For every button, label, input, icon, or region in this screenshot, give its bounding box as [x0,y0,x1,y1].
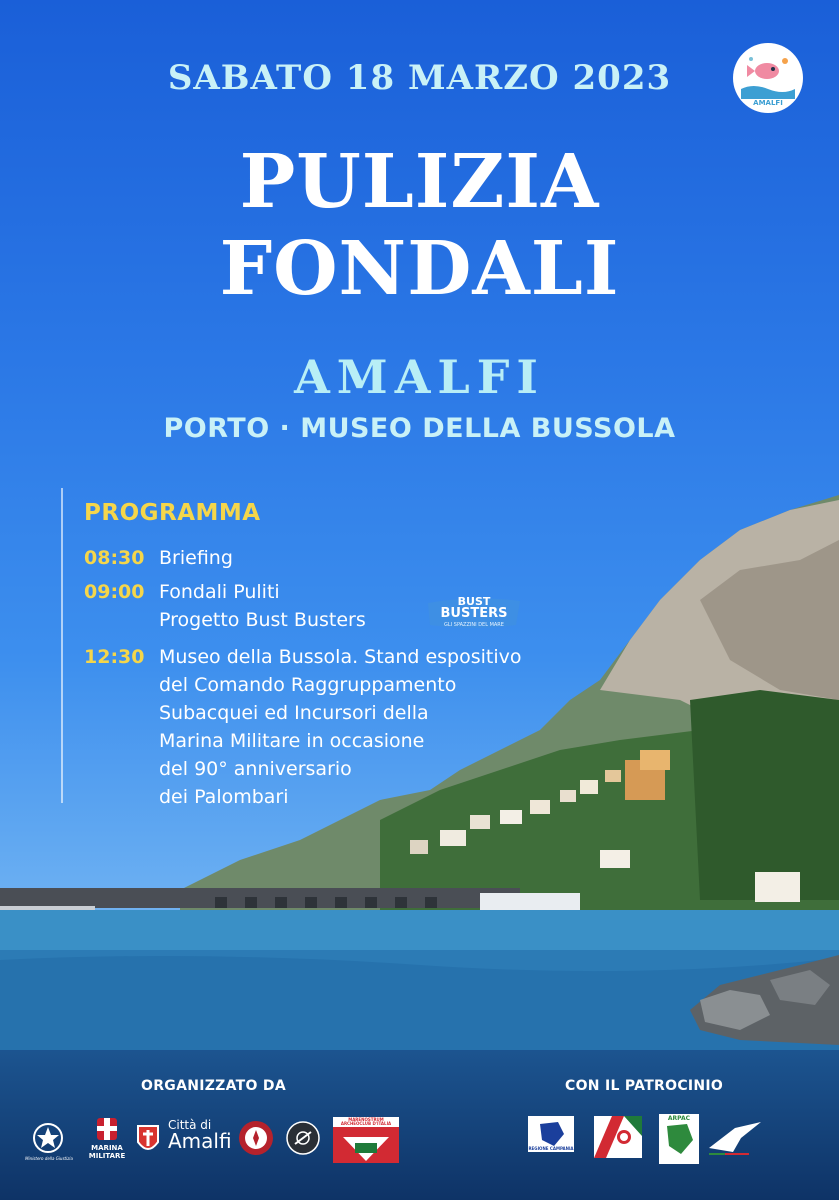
logo-caption-big: Amalfi [168,1129,232,1153]
logo-caption-small: Città di [168,1118,212,1132]
program-text: Progetto Bust Busters [159,609,366,631]
logo-caption: ARPAC [667,1115,691,1122]
organizers-label: ORGANIZZATO DA [141,1078,286,1094]
round-dark-seal-icon [285,1120,321,1156]
bird-wing-icon [705,1118,765,1158]
program-text: Fondali Puliti [159,581,280,603]
program-time: 12:30 [84,646,145,668]
program-text: dei Palombari [159,786,289,808]
program-text: del 90° anniversario [159,758,352,780]
program-time: 09:00 [84,581,145,603]
program-text: Subacquei ed Incursori della [159,702,429,724]
program-heading: PROGRAMMA [84,500,261,526]
city-name: AMALFI [294,350,545,404]
regione-campania-icon [528,1116,574,1160]
marina-militare-icon [87,1116,127,1162]
logo-caption: MARINA MILITARE [88,1144,126,1160]
logo-caption: Ministero della Giustizia [25,1156,73,1161]
title-line-1: PULIZIA [239,139,600,225]
arpac-icon [659,1114,699,1164]
program-text: Briefing [159,547,233,569]
program-text: Marina Militare in occasione [159,730,425,752]
logo-caption: MARENOSTRUM ARCHEOCLUB D'ITALIA [340,1117,392,1126]
amalfi-coat-of-arms-icon [133,1120,163,1160]
mare-nostrum-flag-icon [333,1117,399,1163]
round-red-seal-icon [238,1120,274,1156]
citta-di-amalfi-logo [168,1118,236,1158]
program-time: 08:30 [84,547,145,569]
bust-busters-line1: BUST [457,595,491,608]
program-divider [61,488,63,803]
program-text: Museo della Bussola. Stand espositivo [159,646,522,668]
patronage-label: CON IL PATROCINIO [565,1078,724,1094]
event-date: SABATO 18 MARZO 2023 [167,58,672,98]
venue: PORTO · MUSEO DELLA BUSSOLA [163,413,676,444]
badge-logo-text: AMALFI [753,99,783,107]
bust-busters-line2: BUSTERS [440,606,508,621]
italian-republic-emblem-icon [25,1118,73,1168]
bust-busters-logo [424,595,524,633]
bust-busters-tagline: GLI SPAZZINI DEL MARE [444,622,504,628]
logo-caption: REGIONE CAMPANIA [528,1146,574,1151]
title-line-2: FONDALI [219,226,620,312]
program-text: del Comando Raggruppamento [159,674,457,696]
guardia-costiera-icon [594,1116,642,1158]
